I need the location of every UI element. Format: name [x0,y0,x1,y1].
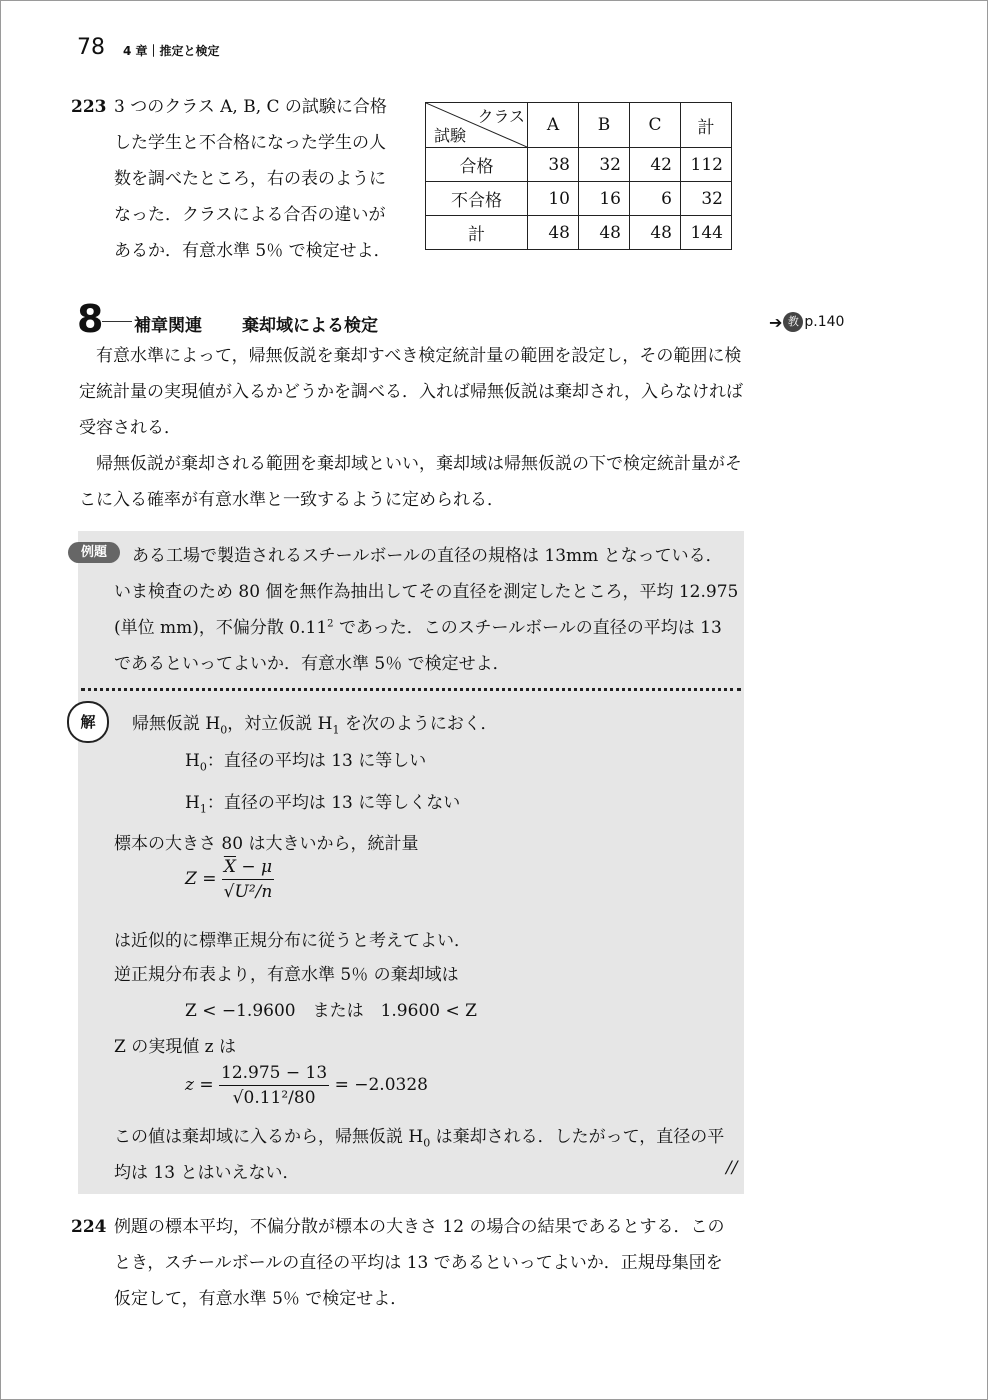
z-calculation [185,1063,428,1108]
table-row [426,216,732,250]
fraction-denominator: √U²/n [222,879,274,902]
problem-text [114,1209,754,1317]
arrow-right-icon: ➔ [769,312,783,332]
rejection-region: Z < −1.9600 または 1.9600 < Z [185,1001,477,1021]
solution-line [114,1122,724,1149]
problem-text [114,89,414,269]
fraction-denominator: √0.11²/80 [219,1085,329,1108]
solution-line: 標本の大きさ 80 は大きいから，統計量 [114,834,419,854]
row-label: 合格 [426,148,528,182]
corner-bottom-label: 試験 [434,126,467,145]
problem-line: とき，スチールボールの直径の平均は 13 であるといってよいか．正規母集団を [114,1253,723,1273]
end-mark: // [726,1158,738,1178]
solution-line: Z の実現値 z は [114,1037,236,1057]
subscript: 0 [199,760,207,774]
problem-line: 3 つのクラス A, B, C の試験に合格 [114,97,387,117]
table-row [426,182,732,216]
section-number: 8 [77,297,104,341]
solution-line: 逆正規分布表より，有意水準 5％ の棄却域は [114,965,459,985]
page-number: 78 [77,35,105,60]
intro-paragraph: 有意水準によって，帰無仮説を棄却すべき検定統計量の範囲を設定し，その範囲に検定統計量の実現値が入るかどうかを調べる．入れば帰無仮説は棄却され，入らなければ受容される． [79,346,744,438]
textbook-badge: 教 [783,312,803,332]
column-header: 計 [681,103,732,148]
solution-text: は棄却される．したがって，直径の平 [430,1127,725,1147]
table-cell: 16 [579,182,630,216]
hypothesis-symbol: H [185,751,200,771]
example-line: いま検査のため 80 個を無作為抽出してその直径を測定したところ，平均 12.975 [114,582,739,602]
table-cell: 32 [681,182,732,216]
column-header: A [528,103,579,148]
table-cell: 48 [579,216,630,250]
hypothesis-symbol: H [185,793,200,813]
hypothesis-text: ：直径の平均は 13 に等しい [206,751,427,771]
table-header-row [426,103,732,148]
example-line: であるといってよいか．有意水準 5％ で検定せよ． [114,654,510,674]
problem-line: 例題の標本平均，不偏分散が標本の大きさ 12 の場合の結果であるとする．この [114,1217,725,1237]
solution-line: は近似的に標準正規分布に従うと考えてよい． [114,931,471,951]
reference-page: p.140 [804,314,845,330]
numerator-rest: − μ [235,857,273,877]
table-cell: 48 [630,216,681,250]
dotted-separator [81,688,741,691]
solution-mark: 解 [67,701,109,743]
section-title: 棄却域による検定 [242,316,378,336]
solution-line: 均は 13 とはいえない． [114,1163,300,1183]
subscript: 1 [332,723,340,737]
corner-top-label: クラス [477,107,525,126]
z-formula [185,857,274,902]
superscript: 2 [327,618,334,630]
calc-result: = −2.0328 [334,1075,428,1095]
solution-text: ，対立仮説 H [227,714,333,734]
chapter-title: 4 章｜推定と検定 [123,44,220,58]
problem-line: 仮定して，有意水準 5％ で検定せよ． [114,1289,408,1309]
problem-number: 224 [71,1217,107,1237]
hypothesis-h0 [185,746,426,773]
problem-number: 223 [71,97,107,117]
intro-paragraph: 帰無仮説が棄却される範囲を棄却域といい，棄却域は帰無仮説の下で検定統計量がそこに入る確率が有意水準と一致するように定められる． [79,454,742,510]
subscript: 0 [220,723,228,737]
problem-line: なった．クラスによる合否の違いが [114,205,386,225]
subscript: 0 [423,1136,431,1150]
table-cell: 38 [528,148,579,182]
example-text: (単位 mm)，不偏分散 0.11 [114,618,328,638]
row-label: 不合格 [426,182,528,216]
fraction [219,1063,329,1108]
column-header: B [579,103,630,148]
section-category: 補章関連 [134,316,202,336]
textbook-reference [769,312,844,332]
section-rule [102,321,132,322]
solution-text: 帰無仮説 H [132,714,221,734]
hypothesis-text: ：直径の平均は 13 に等しくない [206,793,461,813]
solution-text: を次のようにおく． [339,714,498,734]
solution-line [132,709,498,736]
fraction-numerator: 12.975 − 13 [221,1063,328,1083]
problem-line: あるか．有意水準 5％ で検定せよ． [114,241,391,261]
example-tag: 例題 [68,542,120,563]
fraction [222,857,274,902]
table-cell: 48 [528,216,579,250]
sample-mean: $\overline{X}$ [223,857,236,877]
problem-line: 数を調べたところ，右の表のように [114,169,386,189]
table-corner-cell [426,103,528,148]
example-line [114,613,722,638]
hypothesis-h1 [185,788,460,815]
table-cell: 112 [681,148,732,182]
fraction-numerator [222,857,274,879]
table-cell: 144 [681,216,732,250]
table-cell: 6 [630,182,681,216]
row-label: 計 [426,216,528,250]
solution-text: この値は棄却域に入るから，帰無仮説 H [114,1127,424,1147]
table-cell: 32 [579,148,630,182]
table-cell: 10 [528,182,579,216]
calc-lhs: z = [185,1075,214,1095]
table-cell: 42 [630,148,681,182]
result-table [425,102,732,250]
example-line: ある工場で製造されるスチールボールの直径の規格は 13mm となっている． [132,546,723,566]
example-text: であった．このスチールボールの直径の平均は 13 [333,618,722,638]
subscript: 1 [199,802,207,816]
problem-line: した学生と不合格になった学生の人 [114,133,386,153]
formula-lhs: Z = [185,869,217,889]
table-row [426,148,732,182]
column-header: C [630,103,681,148]
